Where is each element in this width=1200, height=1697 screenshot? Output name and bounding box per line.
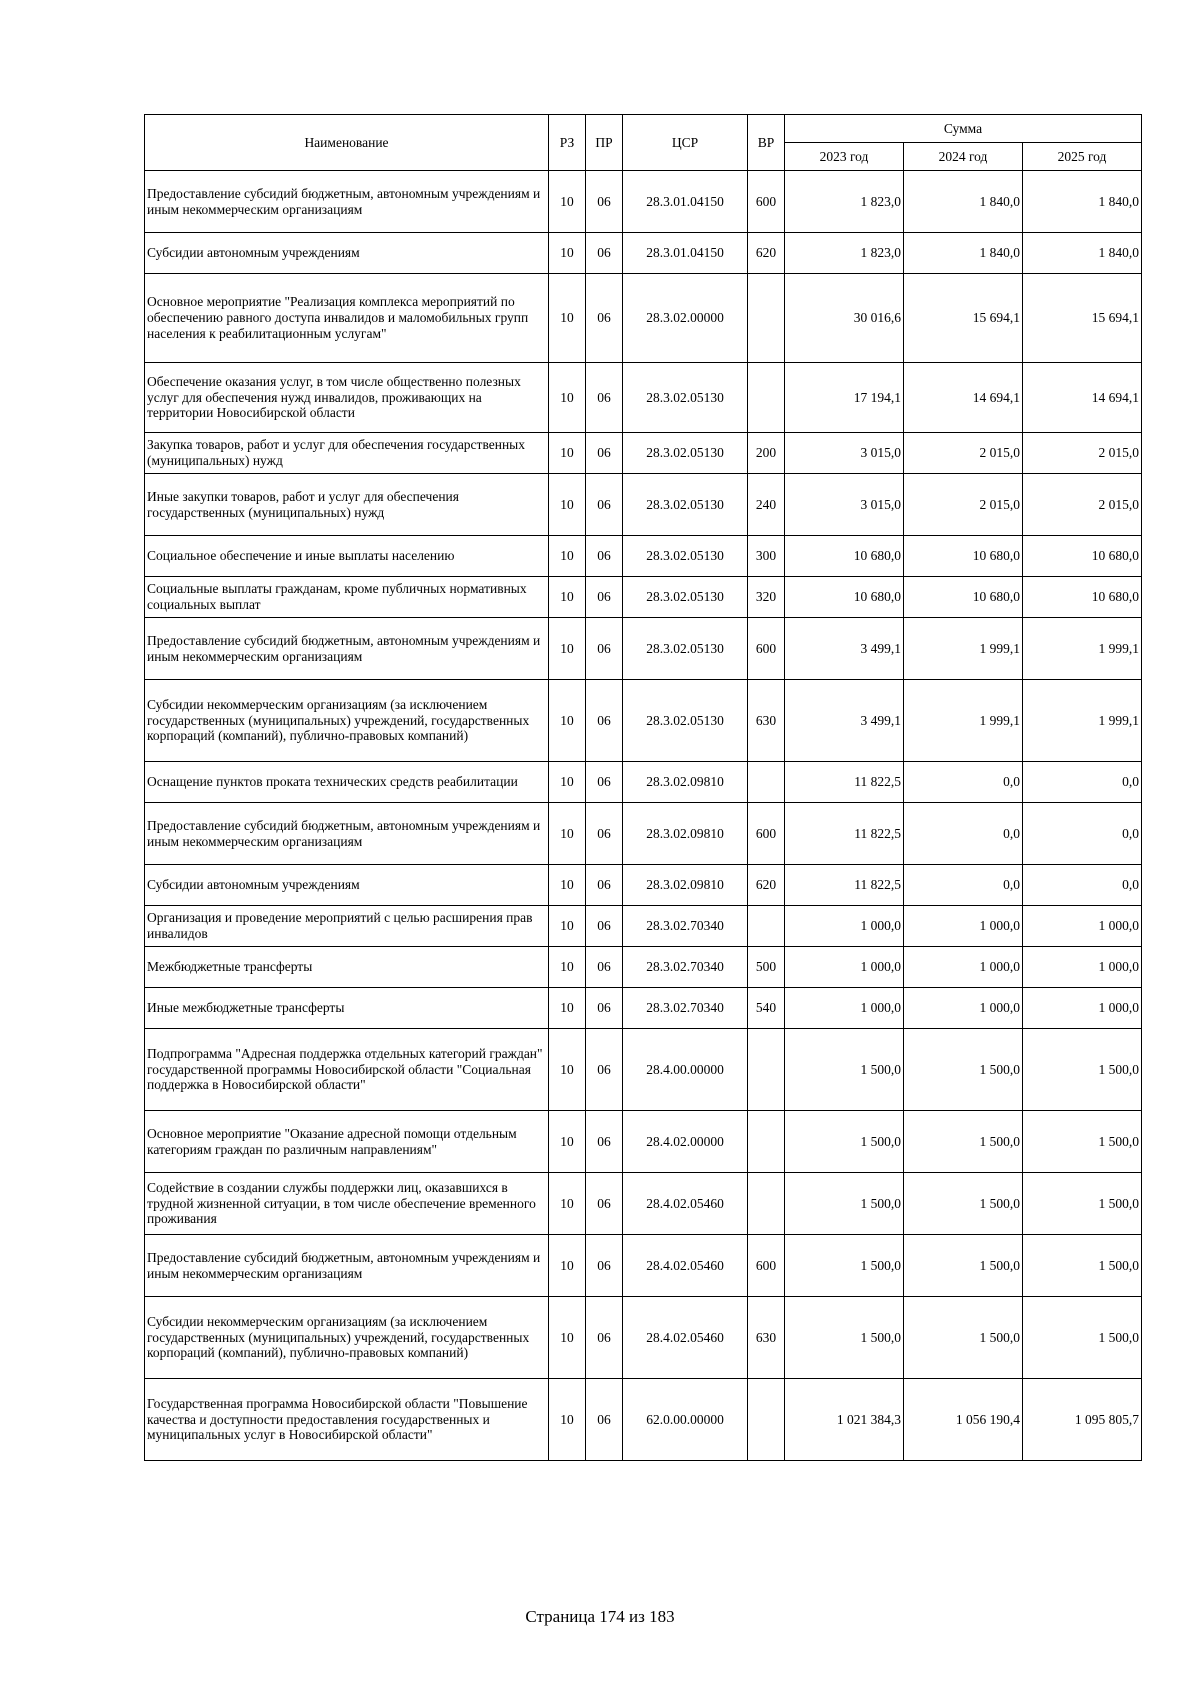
cell-vr: 600 (748, 618, 785, 680)
cell-name: Предоставление субсидий бюджетным, автономным учреждениям и иным некоммерческим организациям (145, 803, 549, 865)
cell-csr: 28.3.02.09810 (623, 865, 748, 906)
cell-sum-2025: 2 015,0 (1023, 474, 1142, 536)
cell-vr: 600 (748, 171, 785, 233)
cell-rz: 10 (549, 618, 586, 680)
cell-sum-2024: 1 500,0 (904, 1173, 1023, 1235)
cell-csr: 28.3.02.70340 (623, 947, 748, 988)
cell-name: Основное мероприятие "Оказание адресной помощи отдельным категориям граждан по различным направлениям" (145, 1111, 549, 1173)
cell-pr: 06 (586, 233, 623, 274)
table-row (145, 1029, 1142, 1111)
cell-rz: 10 (549, 1379, 586, 1461)
cell-vr: 630 (748, 1297, 785, 1379)
cell-vr (748, 906, 785, 947)
cell-csr: 28.3.02.09810 (623, 762, 748, 803)
budget-table (144, 114, 1142, 1461)
cell-sum-2023: 30 016,6 (785, 274, 904, 363)
cell-vr: 500 (748, 947, 785, 988)
table-row (145, 618, 1142, 680)
cell-sum-2023: 3 015,0 (785, 433, 904, 474)
cell-pr: 06 (586, 988, 623, 1029)
cell-pr: 06 (586, 906, 623, 947)
cell-pr: 06 (586, 1235, 623, 1297)
cell-sum-2025: 1 500,0 (1023, 1297, 1142, 1379)
cell-sum-2023: 1 000,0 (785, 988, 904, 1029)
table-row (145, 803, 1142, 865)
cell-rz: 10 (549, 536, 586, 577)
cell-rz: 10 (549, 865, 586, 906)
cell-pr: 06 (586, 865, 623, 906)
table-row (145, 577, 1142, 618)
cell-sum-2024: 1 500,0 (904, 1029, 1023, 1111)
cell-sum-2024: 1 000,0 (904, 906, 1023, 947)
cell-csr: 28.3.02.05130 (623, 618, 748, 680)
cell-sum-2025: 15 694,1 (1023, 274, 1142, 363)
cell-rz: 10 (549, 274, 586, 363)
table-row (145, 906, 1142, 947)
cell-vr (748, 1029, 785, 1111)
cell-sum-2023: 1 000,0 (785, 947, 904, 988)
cell-pr: 06 (586, 363, 623, 433)
cell-name: Основное мероприятие "Реализация комплекса мероприятий по обеспечению равного доступа инвалидов и маломобильных групп населения к реабилитационным услугам" (145, 274, 549, 363)
cell-sum-2023: 11 822,5 (785, 803, 904, 865)
cell-rz: 10 (549, 680, 586, 762)
cell-sum-2024: 1 000,0 (904, 947, 1023, 988)
cell-sum-2023: 1 500,0 (785, 1173, 904, 1235)
cell-sum-2023: 3 015,0 (785, 474, 904, 536)
cell-sum-2025: 0,0 (1023, 762, 1142, 803)
cell-pr: 06 (586, 618, 623, 680)
table-row (145, 536, 1142, 577)
cell-name: Иные межбюджетные трансферты (145, 988, 549, 1029)
table-row (145, 762, 1142, 803)
cell-pr: 06 (586, 577, 623, 618)
cell-sum-2025: 10 680,0 (1023, 577, 1142, 618)
header-vr: ВР (748, 115, 785, 171)
cell-sum-2025: 14 694,1 (1023, 363, 1142, 433)
cell-vr: 200 (748, 433, 785, 474)
cell-sum-2025: 1 000,0 (1023, 947, 1142, 988)
cell-csr: 62.0.00.00000 (623, 1379, 748, 1461)
cell-sum-2023: 10 680,0 (785, 577, 904, 618)
cell-name: Закупка товаров, работ и услуг для обеспечения государственных (муниципальных) нужд (145, 433, 549, 474)
cell-sum-2023: 10 680,0 (785, 536, 904, 577)
cell-name: Иные закупки товаров, работ и услуг для обеспечения государственных (муниципальных) нужд (145, 474, 549, 536)
cell-vr (748, 363, 785, 433)
cell-csr: 28.4.02.00000 (623, 1111, 748, 1173)
table-row (145, 1379, 1142, 1461)
cell-sum-2023: 1 500,0 (785, 1235, 904, 1297)
cell-name: Субсидии автономным учреждениям (145, 233, 549, 274)
table-row (145, 1111, 1142, 1173)
cell-sum-2025: 1 500,0 (1023, 1029, 1142, 1111)
cell-sum-2023: 11 822,5 (785, 762, 904, 803)
header-rz: РЗ (549, 115, 586, 171)
cell-csr: 28.3.01.04150 (623, 171, 748, 233)
cell-name: Предоставление субсидий бюджетным, автономным учреждениям и иным некоммерческим организациям (145, 1235, 549, 1297)
table-row (145, 988, 1142, 1029)
cell-sum-2025: 1 840,0 (1023, 233, 1142, 274)
cell-rz: 10 (549, 803, 586, 865)
table-row (145, 233, 1142, 274)
cell-name: Обеспечение оказания услуг, в том числе общественно полезных услуг для обеспечения нужд инвалидов, проживающих на территории Новосибирской области (145, 363, 549, 433)
cell-sum-2025: 1 999,1 (1023, 680, 1142, 762)
cell-csr: 28.3.02.05130 (623, 536, 748, 577)
cell-rz: 10 (549, 1111, 586, 1173)
cell-sum-2024: 2 015,0 (904, 474, 1023, 536)
cell-sum-2024: 1 500,0 (904, 1297, 1023, 1379)
cell-rz: 10 (549, 363, 586, 433)
cell-vr: 620 (748, 865, 785, 906)
cell-sum-2024: 15 694,1 (904, 274, 1023, 363)
cell-sum-2024: 1 500,0 (904, 1235, 1023, 1297)
cell-name: Социальные выплаты гражданам, кроме публичных нормативных социальных выплат (145, 577, 549, 618)
table-row (145, 947, 1142, 988)
cell-name: Содействие в создании службы поддержки лиц, оказавшихся в трудной жизненной ситуации, в том числе обеспечение временного проживания (145, 1173, 549, 1235)
cell-sum-2024: 0,0 (904, 865, 1023, 906)
table-row (145, 680, 1142, 762)
cell-sum-2025: 10 680,0 (1023, 536, 1142, 577)
cell-sum-2025: 0,0 (1023, 803, 1142, 865)
cell-csr: 28.4.02.05460 (623, 1235, 748, 1297)
cell-csr: 28.3.02.09810 (623, 803, 748, 865)
cell-sum-2025: 0,0 (1023, 865, 1142, 906)
cell-sum-2024: 0,0 (904, 762, 1023, 803)
cell-vr (748, 1379, 785, 1461)
cell-sum-2023: 3 499,1 (785, 680, 904, 762)
cell-csr: 28.3.02.05130 (623, 577, 748, 618)
cell-csr: 28.4.00.00000 (623, 1029, 748, 1111)
cell-rz: 10 (549, 1173, 586, 1235)
cell-csr: 28.3.02.05130 (623, 680, 748, 762)
cell-pr: 06 (586, 803, 623, 865)
table-row (145, 433, 1142, 474)
cell-sum-2023: 1 500,0 (785, 1297, 904, 1379)
cell-pr: 06 (586, 474, 623, 536)
cell-pr: 06 (586, 1297, 623, 1379)
cell-rz: 10 (549, 906, 586, 947)
cell-sum-2023: 1 823,0 (785, 171, 904, 233)
cell-sum-2024: 2 015,0 (904, 433, 1023, 474)
cell-csr: 28.3.02.05130 (623, 433, 748, 474)
cell-sum-2024: 1 056 190,4 (904, 1379, 1023, 1461)
cell-name: Субсидии некоммерческим организациям (за исключением государственных (муниципальных) учреждений, государственных корпораций (компаний), публично-правовых компаний) (145, 1297, 549, 1379)
cell-sum-2023: 1 021 384,3 (785, 1379, 904, 1461)
cell-vr: 630 (748, 680, 785, 762)
header-year-2025: 2025 год (1023, 143, 1142, 171)
cell-rz: 10 (549, 1235, 586, 1297)
cell-sum-2025: 1 000,0 (1023, 906, 1142, 947)
cell-sum-2024: 1 840,0 (904, 171, 1023, 233)
cell-pr: 06 (586, 1379, 623, 1461)
cell-sum-2023: 17 194,1 (785, 363, 904, 433)
cell-name: Предоставление субсидий бюджетным, автономным учреждениям и иным некоммерческим организациям (145, 171, 549, 233)
cell-csr: 28.3.01.04150 (623, 233, 748, 274)
cell-rz: 10 (549, 233, 586, 274)
cell-pr: 06 (586, 536, 623, 577)
cell-rz: 10 (549, 947, 586, 988)
cell-sum-2023: 1 500,0 (785, 1029, 904, 1111)
cell-rz: 10 (549, 1297, 586, 1379)
cell-csr: 28.3.02.05130 (623, 363, 748, 433)
cell-sum-2025: 1 999,1 (1023, 618, 1142, 680)
table-row (145, 1173, 1142, 1235)
cell-vr: 620 (748, 233, 785, 274)
table-body (145, 171, 1142, 1461)
cell-name: Межбюджетные трансферты (145, 947, 549, 988)
cell-name: Субсидии некоммерческим организациям (за исключением государственных (муниципальных) учреждений, государственных корпораций (компаний), публично-правовых компаний) (145, 680, 549, 762)
cell-sum-2024: 1 999,1 (904, 680, 1023, 762)
cell-csr: 28.4.02.05460 (623, 1297, 748, 1379)
cell-csr: 28.4.02.05460 (623, 1173, 748, 1235)
cell-vr: 600 (748, 803, 785, 865)
table-row (145, 865, 1142, 906)
cell-csr: 28.3.02.05130 (623, 474, 748, 536)
cell-pr: 06 (586, 274, 623, 363)
cell-sum-2024: 1 840,0 (904, 233, 1023, 274)
cell-csr: 28.3.02.70340 (623, 988, 748, 1029)
cell-pr: 06 (586, 171, 623, 233)
table-row (145, 1235, 1142, 1297)
table-row (145, 1297, 1142, 1379)
table-row (145, 274, 1142, 363)
table-row (145, 363, 1142, 433)
cell-pr: 06 (586, 1173, 623, 1235)
cell-vr: 600 (748, 1235, 785, 1297)
header-csr: ЦСР (623, 115, 748, 171)
cell-vr: 300 (748, 536, 785, 577)
cell-vr (748, 274, 785, 363)
table-row (145, 474, 1142, 536)
header-sum: Сумма (785, 115, 1142, 143)
cell-vr (748, 762, 785, 803)
cell-vr: 320 (748, 577, 785, 618)
cell-name: Оснащение пунктов проката технических средств реабилитации (145, 762, 549, 803)
cell-rz: 10 (549, 433, 586, 474)
table-row (145, 171, 1142, 233)
cell-name: Государственная программа Новосибирской области "Повышение качества и доступности предоставления государственных и муниципальных услуг в Новосибирской области" (145, 1379, 549, 1461)
cell-vr (748, 1173, 785, 1235)
cell-rz: 10 (549, 171, 586, 233)
cell-name: Социальное обеспечение и иные выплаты населению (145, 536, 549, 577)
cell-sum-2025: 1 500,0 (1023, 1235, 1142, 1297)
cell-rz: 10 (549, 988, 586, 1029)
header-year-2024: 2024 год (904, 143, 1023, 171)
cell-pr: 06 (586, 1029, 623, 1111)
page-number: Страница 174 из 183 (525, 1607, 675, 1626)
cell-pr: 06 (586, 433, 623, 474)
cell-pr: 06 (586, 947, 623, 988)
cell-name: Предоставление субсидий бюджетным, автономным учреждениям и иным некоммерческим организациям (145, 618, 549, 680)
cell-name: Субсидии автономным учреждениям (145, 865, 549, 906)
cell-sum-2025: 1 000,0 (1023, 988, 1142, 1029)
cell-sum-2024: 14 694,1 (904, 363, 1023, 433)
cell-sum-2025: 1 500,0 (1023, 1173, 1142, 1235)
cell-rz: 10 (549, 1029, 586, 1111)
cell-vr: 540 (748, 988, 785, 1029)
cell-sum-2024: 1 999,1 (904, 618, 1023, 680)
cell-sum-2025: 2 015,0 (1023, 433, 1142, 474)
cell-sum-2025: 1 500,0 (1023, 1111, 1142, 1173)
cell-rz: 10 (549, 762, 586, 803)
cell-sum-2024: 0,0 (904, 803, 1023, 865)
cell-rz: 10 (549, 474, 586, 536)
header-year-2023: 2023 год (785, 143, 904, 171)
cell-vr (748, 1111, 785, 1173)
cell-sum-2024: 1 500,0 (904, 1111, 1023, 1173)
cell-pr: 06 (586, 1111, 623, 1173)
cell-sum-2024: 10 680,0 (904, 577, 1023, 618)
cell-sum-2023: 11 822,5 (785, 865, 904, 906)
cell-vr: 240 (748, 474, 785, 536)
cell-csr: 28.3.02.00000 (623, 274, 748, 363)
cell-sum-2024: 10 680,0 (904, 536, 1023, 577)
header-name: Наименование (145, 115, 549, 171)
cell-name: Организация и проведение мероприятий с целью расширения прав инвалидов (145, 906, 549, 947)
cell-csr: 28.3.02.70340 (623, 906, 748, 947)
cell-pr: 06 (586, 762, 623, 803)
cell-rz: 10 (549, 577, 586, 618)
cell-sum-2023: 1 500,0 (785, 1111, 904, 1173)
header-pr: ПР (586, 115, 623, 171)
cell-sum-2023: 1 000,0 (785, 906, 904, 947)
cell-sum-2025: 1 840,0 (1023, 171, 1142, 233)
cell-name: Подпрограмма "Адресная поддержка отдельных категорий граждан" государственной программы Новосибирской области "Социальная поддержка в Новосибирской области" (145, 1029, 549, 1111)
cell-sum-2025: 1 095 805,7 (1023, 1379, 1142, 1461)
cell-sum-2024: 1 000,0 (904, 988, 1023, 1029)
cell-sum-2023: 1 823,0 (785, 233, 904, 274)
cell-pr: 06 (586, 680, 623, 762)
cell-sum-2023: 3 499,1 (785, 618, 904, 680)
